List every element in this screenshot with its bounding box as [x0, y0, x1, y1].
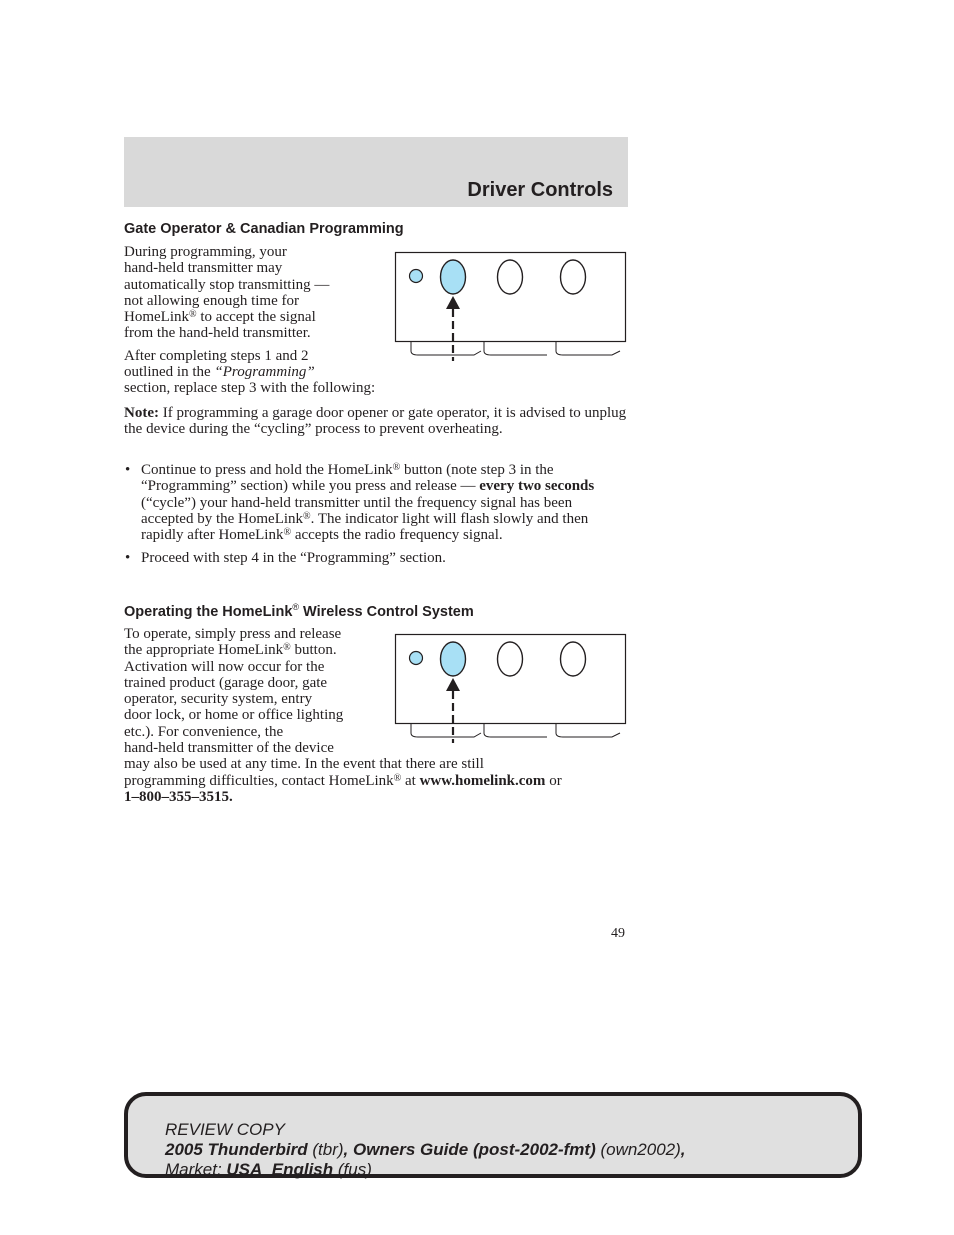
section-title: Driver Controls [467, 179, 613, 201]
operating-line9: may also be used at any time. In the event that there are still [124, 756, 484, 773]
operating-line6: door lock, or home or office lighting [124, 707, 344, 724]
gate-p2-line3: section, replace step 3 with the following: [124, 380, 376, 397]
footer-text [165, 1120, 686, 1180]
homelink-button-1-icon [441, 260, 466, 294]
note-label: Note: [124, 405, 159, 421]
gate-p2-line1: After completing steps 1 and 2 [124, 347, 309, 364]
operating-line3: Activation will now occur for the [124, 658, 325, 675]
homelink-button-1-icon [441, 642, 466, 676]
operating-line5: operator, security system, entry [124, 691, 313, 708]
bracket-middle [484, 724, 547, 737]
footer-market-line: Market: USA_English (fus) [165, 1160, 372, 1179]
gate-heading: Gate Operator & Canadian Programming [124, 221, 404, 237]
bullet-item-2: • Proceed with step 4 in the “Programming” section. [125, 550, 446, 567]
homelink-button-3-icon [561, 642, 586, 676]
gate-p1-line3: automatically stop transmitting — [124, 276, 330, 293]
bracket-left [411, 724, 481, 737]
homelink-button-2-icon [498, 260, 523, 294]
operating-line1: To operate, simply press and release [124, 626, 342, 642]
footer-model-line: 2005 Thunderbird (tbr), Owners Guide (post-2002-fmt) (own2002), [165, 1140, 686, 1159]
gate-p2-line2: outlined in the “Programming” [124, 364, 315, 381]
gate-p1-line5: HomeLink® to accept the signal [124, 309, 316, 326]
homelink-button-3-icon [561, 260, 586, 294]
gate-p1-line4: not allowing enough time for [124, 292, 299, 309]
gate-p1-line1: During programming, your [124, 244, 287, 260]
operating-line7: etc.). For convenience, the [124, 723, 284, 740]
operating-line10: programming difficulties, contact HomeLink® at www.homelink.com or [124, 772, 562, 789]
page-number: 49 [611, 926, 625, 941]
bracket-left [411, 342, 481, 355]
note-text: If programming a garage door opener or gate operator, it is advised to unplug the device during the “cycling” process to prevent overheating. [124, 405, 627, 438]
gate-intro [124, 244, 414, 397]
homelink-button-2-icon [498, 642, 523, 676]
bullet-item-1: • Continue to press and hold the HomeLink® button (note step 3 in the “Programming” section) while you press and release — every two seconds (“cycle”) your hand-held transmitter until the frequency signal has been accepted by the HomeLink®. The indicator light will flash slowly and then rapidly after HomeLink® accepts the radio frequency signal. [125, 462, 595, 544]
header-band [124, 137, 628, 207]
gate-p1-line6: from the hand-held transmitter. [124, 325, 311, 342]
bracket-right [556, 724, 620, 737]
gate-p1-line2: hand-held transmitter may [124, 260, 283, 277]
operating-line2: the appropriate HomeLink® button. [124, 642, 337, 659]
bullet-list [124, 462, 628, 574]
indicator-light-icon [410, 652, 423, 665]
operating-line8: hand-held transmitter of the device [124, 740, 334, 757]
footer-review-line: REVIEW COPY [165, 1120, 285, 1139]
indicator-light-icon [410, 270, 423, 283]
homelink-url: www.homelink.com [419, 772, 546, 789]
operating-heading: Operating the HomeLink® Wireless Control System [124, 602, 474, 620]
homelink-panel-figure-2 [394, 633, 628, 745]
bracket-right [556, 342, 620, 355]
review-copy-footer [124, 1092, 862, 1178]
bracket-middle [484, 342, 547, 355]
homelink-phone: 1–800–355–3515. [124, 788, 233, 805]
note-paragraph [124, 405, 628, 438]
operating-line4: trained product (garage door, gate [124, 674, 328, 691]
homelink-panel-figure-1 [394, 251, 628, 363]
